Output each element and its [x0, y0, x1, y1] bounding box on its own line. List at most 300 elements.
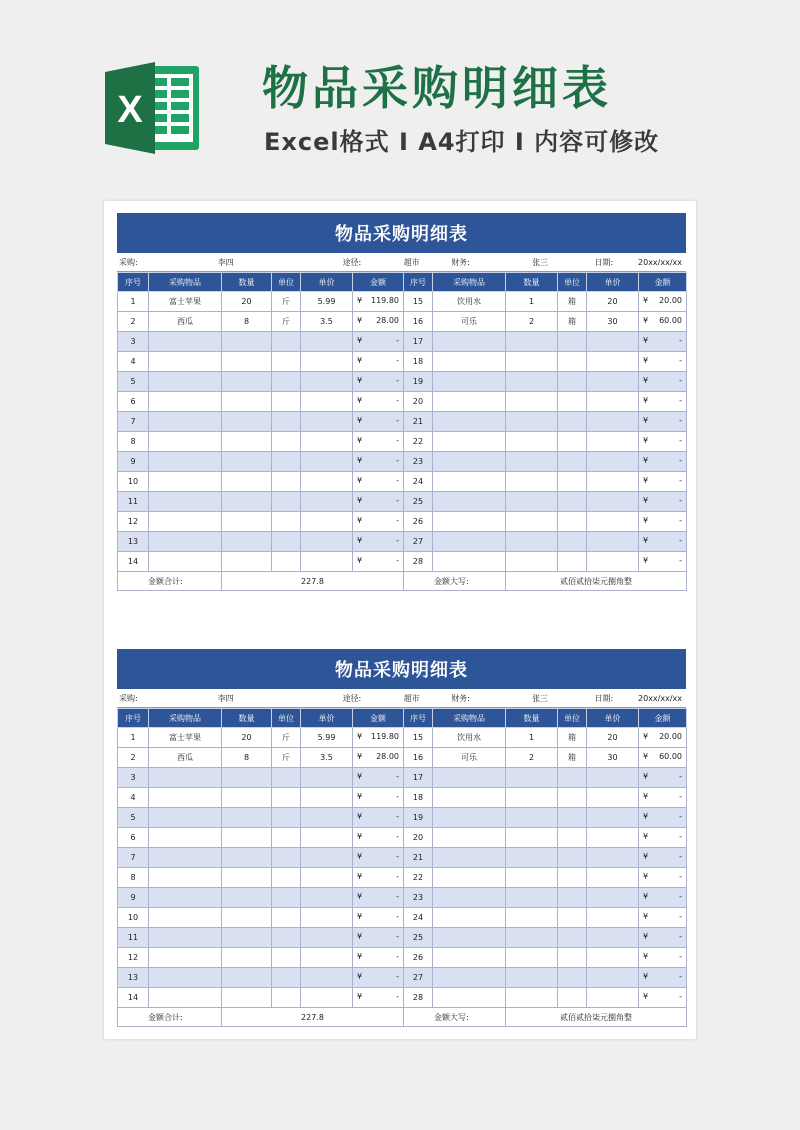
item-cell[interactable]: [149, 472, 222, 492]
amount-cell[interactable]: [639, 352, 687, 372]
amount-cell[interactable]: [639, 908, 687, 928]
row-number-cell[interactable]: 11: [118, 492, 149, 512]
quantity-cell[interactable]: [506, 532, 558, 552]
item-cell[interactable]: [433, 848, 506, 868]
price-cell[interactable]: [301, 868, 353, 888]
quantity-cell[interactable]: [506, 512, 558, 532]
item-cell[interactable]: [149, 392, 222, 412]
amount-cell[interactable]: [353, 512, 404, 532]
unit-cell[interactable]: [558, 988, 587, 1008]
price-cell[interactable]: [587, 492, 639, 512]
amount-cell[interactable]: [639, 948, 687, 968]
item-cell[interactable]: [149, 908, 222, 928]
row-number-cell[interactable]: 24: [404, 908, 433, 928]
quantity-cell[interactable]: [506, 928, 558, 948]
row-number-cell[interactable]: 19: [404, 808, 433, 828]
amount-cell[interactable]: [353, 532, 404, 552]
quantity-cell[interactable]: [222, 412, 272, 432]
quantity-cell[interactable]: [506, 808, 558, 828]
row-number-cell[interactable]: 9: [118, 452, 149, 472]
price-cell[interactable]: [301, 888, 353, 908]
row-number-cell[interactable]: 13: [118, 532, 149, 552]
unit-cell[interactable]: 斤: [272, 748, 301, 768]
amount-cell[interactable]: [639, 788, 687, 808]
quantity-cell[interactable]: [506, 788, 558, 808]
quantity-cell[interactable]: 8: [222, 748, 272, 768]
price-cell[interactable]: 3.5: [301, 312, 353, 332]
item-cell[interactable]: [149, 332, 222, 352]
price-cell[interactable]: [301, 352, 353, 372]
price-cell[interactable]: 20: [587, 292, 639, 312]
row-number-cell[interactable]: 10: [118, 908, 149, 928]
unit-cell[interactable]: 箱: [558, 292, 587, 312]
item-cell[interactable]: [433, 828, 506, 848]
unit-cell[interactable]: [558, 352, 587, 372]
row-number-cell[interactable]: 22: [404, 432, 433, 452]
item-cell[interactable]: [149, 988, 222, 1008]
unit-cell[interactable]: [558, 948, 587, 968]
item-cell[interactable]: [433, 412, 506, 432]
price-cell[interactable]: [301, 552, 353, 572]
price-cell[interactable]: [587, 332, 639, 352]
item-cell[interactable]: 可乐: [433, 748, 506, 768]
quantity-cell[interactable]: [506, 888, 558, 908]
row-number-cell[interactable]: 15: [404, 728, 433, 748]
price-cell[interactable]: [587, 392, 639, 412]
quantity-cell[interactable]: [506, 828, 558, 848]
total-value[interactable]: 227.8: [222, 572, 404, 591]
unit-cell[interactable]: [272, 332, 301, 352]
item-cell[interactable]: 可乐: [433, 312, 506, 332]
row-number-cell[interactable]: 2: [118, 312, 149, 332]
item-cell[interactable]: [433, 888, 506, 908]
price-cell[interactable]: [587, 808, 639, 828]
price-cell[interactable]: [587, 828, 639, 848]
row-number-cell[interactable]: 20: [404, 392, 433, 412]
unit-cell[interactable]: [558, 828, 587, 848]
price-cell[interactable]: [301, 432, 353, 452]
total-words-value[interactable]: 贰佰贰拾柒元捌角整: [506, 572, 687, 591]
unit-cell[interactable]: [272, 492, 301, 512]
row-number-cell[interactable]: 23: [404, 888, 433, 908]
unit-cell[interactable]: [558, 532, 587, 552]
unit-cell[interactable]: 斤: [272, 728, 301, 748]
amount-cell[interactable]: [639, 768, 687, 788]
amount-cell[interactable]: [639, 728, 687, 748]
row-number-cell[interactable]: 4: [118, 352, 149, 372]
row-number-cell[interactable]: 28: [404, 552, 433, 572]
row-number-cell[interactable]: 5: [118, 808, 149, 828]
item-cell[interactable]: [149, 412, 222, 432]
amount-cell[interactable]: [353, 848, 404, 868]
row-number-cell[interactable]: 12: [118, 948, 149, 968]
row-number-cell[interactable]: 9: [118, 888, 149, 908]
quantity-cell[interactable]: [222, 928, 272, 948]
unit-cell[interactable]: [272, 532, 301, 552]
price-cell[interactable]: [301, 808, 353, 828]
amount-cell[interactable]: [353, 392, 404, 412]
row-number-cell[interactable]: 6: [118, 828, 149, 848]
price-cell[interactable]: [301, 948, 353, 968]
unit-cell[interactable]: [558, 768, 587, 788]
price-cell[interactable]: [587, 532, 639, 552]
item-cell[interactable]: [149, 848, 222, 868]
price-cell[interactable]: 30: [587, 312, 639, 332]
amount-cell[interactable]: [639, 968, 687, 988]
price-cell[interactable]: [587, 848, 639, 868]
amount-cell[interactable]: [639, 372, 687, 392]
item-cell[interactable]: [433, 432, 506, 452]
row-number-cell[interactable]: 11: [118, 928, 149, 948]
row-number-cell[interactable]: 19: [404, 372, 433, 392]
price-cell[interactable]: [587, 768, 639, 788]
row-number-cell[interactable]: 22: [404, 868, 433, 888]
amount-cell[interactable]: [353, 312, 404, 332]
item-cell[interactable]: [433, 988, 506, 1008]
price-cell[interactable]: [301, 492, 353, 512]
amount-cell[interactable]: [353, 472, 404, 492]
quantity-cell[interactable]: [222, 432, 272, 452]
amount-cell[interactable]: [353, 412, 404, 432]
price-cell[interactable]: [587, 452, 639, 472]
price-cell[interactable]: 5.99: [301, 292, 353, 312]
amount-cell[interactable]: [353, 928, 404, 948]
unit-cell[interactable]: [558, 868, 587, 888]
unit-cell[interactable]: [558, 908, 587, 928]
price-cell[interactable]: [301, 968, 353, 988]
item-cell[interactable]: [149, 372, 222, 392]
quantity-cell[interactable]: [222, 532, 272, 552]
unit-cell[interactable]: [558, 472, 587, 492]
amount-cell[interactable]: [639, 532, 687, 552]
price-cell[interactable]: [301, 392, 353, 412]
row-number-cell[interactable]: 26: [404, 948, 433, 968]
item-cell[interactable]: [433, 768, 506, 788]
price-cell[interactable]: [587, 472, 639, 492]
price-cell[interactable]: [301, 848, 353, 868]
unit-cell[interactable]: [272, 452, 301, 472]
item-cell[interactable]: [433, 808, 506, 828]
unit-cell[interactable]: [272, 868, 301, 888]
unit-cell[interactable]: [272, 928, 301, 948]
item-cell[interactable]: [433, 332, 506, 352]
quantity-cell[interactable]: [222, 948, 272, 968]
row-number-cell[interactable]: 26: [404, 512, 433, 532]
amount-cell[interactable]: [353, 552, 404, 572]
amount-cell[interactable]: [639, 868, 687, 888]
amount-cell[interactable]: [639, 392, 687, 412]
unit-cell[interactable]: [558, 552, 587, 572]
row-number-cell[interactable]: 12: [118, 512, 149, 532]
price-cell[interactable]: [587, 908, 639, 928]
amount-cell[interactable]: [639, 472, 687, 492]
price-cell[interactable]: [301, 988, 353, 1008]
quantity-cell[interactable]: [506, 392, 558, 412]
item-cell[interactable]: [149, 968, 222, 988]
quantity-cell[interactable]: [222, 828, 272, 848]
amount-cell[interactable]: [353, 492, 404, 512]
amount-cell[interactable]: [639, 432, 687, 452]
item-cell[interactable]: [149, 432, 222, 452]
row-number-cell[interactable]: 24: [404, 472, 433, 492]
unit-cell[interactable]: 斤: [272, 292, 301, 312]
row-number-cell[interactable]: 3: [118, 332, 149, 352]
amount-cell[interactable]: [353, 968, 404, 988]
price-cell[interactable]: [301, 828, 353, 848]
price-cell[interactable]: 30: [587, 748, 639, 768]
quantity-cell[interactable]: 2: [506, 748, 558, 768]
row-number-cell[interactable]: 16: [404, 312, 433, 332]
item-cell[interactable]: [149, 532, 222, 552]
amount-cell[interactable]: [639, 888, 687, 908]
item-cell[interactable]: [433, 928, 506, 948]
item-cell[interactable]: [433, 948, 506, 968]
row-number-cell[interactable]: 13: [118, 968, 149, 988]
quantity-cell[interactable]: [222, 988, 272, 1008]
amount-cell[interactable]: [353, 292, 404, 312]
row-number-cell[interactable]: 28: [404, 988, 433, 1008]
unit-cell[interactable]: [272, 988, 301, 1008]
amount-cell[interactable]: [353, 768, 404, 788]
price-cell[interactable]: [301, 788, 353, 808]
unit-cell[interactable]: [272, 828, 301, 848]
item-cell[interactable]: [433, 512, 506, 532]
amount-cell[interactable]: [639, 848, 687, 868]
quantity-cell[interactable]: [222, 552, 272, 572]
quantity-cell[interactable]: [506, 332, 558, 352]
quantity-cell[interactable]: [506, 492, 558, 512]
price-cell[interactable]: 3.5: [301, 748, 353, 768]
item-cell[interactable]: [433, 472, 506, 492]
quantity-cell[interactable]: 8: [222, 312, 272, 332]
quantity-cell[interactable]: [506, 768, 558, 788]
price-cell[interactable]: 20: [587, 728, 639, 748]
total-words-value[interactable]: 贰佰贰拾柒元捌角整: [506, 1008, 687, 1027]
unit-cell[interactable]: [558, 848, 587, 868]
row-number-cell[interactable]: 14: [118, 552, 149, 572]
unit-cell[interactable]: [558, 968, 587, 988]
quantity-cell[interactable]: [506, 472, 558, 492]
amount-cell[interactable]: [639, 828, 687, 848]
row-number-cell[interactable]: 6: [118, 392, 149, 412]
unit-cell[interactable]: [272, 472, 301, 492]
price-cell[interactable]: [301, 412, 353, 432]
quantity-cell[interactable]: [222, 372, 272, 392]
amount-cell[interactable]: [639, 452, 687, 472]
price-cell[interactable]: [301, 532, 353, 552]
row-number-cell[interactable]: 25: [404, 928, 433, 948]
unit-cell[interactable]: [272, 432, 301, 452]
unit-cell[interactable]: [272, 968, 301, 988]
unit-cell[interactable]: [558, 512, 587, 532]
price-cell[interactable]: [301, 452, 353, 472]
row-number-cell[interactable]: 14: [118, 988, 149, 1008]
price-cell[interactable]: [587, 968, 639, 988]
amount-cell[interactable]: [639, 808, 687, 828]
row-number-cell[interactable]: 3: [118, 768, 149, 788]
unit-cell[interactable]: [272, 948, 301, 968]
amount-cell[interactable]: [639, 988, 687, 1008]
item-cell[interactable]: [433, 968, 506, 988]
row-number-cell[interactable]: 7: [118, 848, 149, 868]
item-cell[interactable]: [149, 928, 222, 948]
row-number-cell[interactable]: 8: [118, 432, 149, 452]
amount-cell[interactable]: [353, 788, 404, 808]
quantity-cell[interactable]: [222, 392, 272, 412]
amount-cell[interactable]: [353, 828, 404, 848]
quantity-cell[interactable]: [506, 908, 558, 928]
unit-cell[interactable]: [558, 492, 587, 512]
unit-cell[interactable]: 箱: [558, 748, 587, 768]
unit-cell[interactable]: 箱: [558, 312, 587, 332]
quantity-cell[interactable]: [506, 988, 558, 1008]
row-number-cell[interactable]: 2: [118, 748, 149, 768]
amount-cell[interactable]: [353, 988, 404, 1008]
amount-cell[interactable]: [353, 808, 404, 828]
unit-cell[interactable]: [272, 908, 301, 928]
amount-cell[interactable]: [353, 948, 404, 968]
price-cell[interactable]: [587, 988, 639, 1008]
item-cell[interactable]: [433, 452, 506, 472]
quantity-cell[interactable]: [222, 808, 272, 828]
amount-cell[interactable]: [353, 728, 404, 748]
unit-cell[interactable]: [272, 372, 301, 392]
item-cell[interactable]: 饮用水: [433, 292, 506, 312]
amount-cell[interactable]: [639, 552, 687, 572]
row-number-cell[interactable]: 10: [118, 472, 149, 492]
quantity-cell[interactable]: [506, 948, 558, 968]
quantity-cell[interactable]: 2: [506, 312, 558, 332]
item-cell[interactable]: 富士苹果: [149, 728, 222, 748]
row-number-cell[interactable]: 17: [404, 768, 433, 788]
unit-cell[interactable]: [272, 412, 301, 432]
quantity-cell[interactable]: [222, 968, 272, 988]
row-number-cell[interactable]: 27: [404, 968, 433, 988]
unit-cell[interactable]: [558, 452, 587, 472]
item-cell[interactable]: 富士苹果: [149, 292, 222, 312]
price-cell[interactable]: [587, 868, 639, 888]
item-cell[interactable]: [149, 492, 222, 512]
item-cell[interactable]: [433, 552, 506, 572]
quantity-cell[interactable]: [222, 452, 272, 472]
row-number-cell[interactable]: 1: [118, 292, 149, 312]
price-cell[interactable]: [301, 908, 353, 928]
quantity-cell[interactable]: [222, 768, 272, 788]
amount-cell[interactable]: [353, 432, 404, 452]
item-cell[interactable]: [149, 868, 222, 888]
amount-cell[interactable]: [639, 748, 687, 768]
price-cell[interactable]: [587, 928, 639, 948]
price-cell[interactable]: 5.99: [301, 728, 353, 748]
quantity-cell[interactable]: [222, 788, 272, 808]
quantity-cell[interactable]: [222, 908, 272, 928]
row-number-cell[interactable]: 4: [118, 788, 149, 808]
item-cell[interactable]: [149, 768, 222, 788]
price-cell[interactable]: [301, 768, 353, 788]
item-cell[interactable]: [149, 788, 222, 808]
unit-cell[interactable]: [558, 808, 587, 828]
row-number-cell[interactable]: 5: [118, 372, 149, 392]
unit-cell[interactable]: [558, 432, 587, 452]
amount-cell[interactable]: [353, 908, 404, 928]
amount-cell[interactable]: [353, 352, 404, 372]
amount-cell[interactable]: [639, 928, 687, 948]
amount-cell[interactable]: [353, 452, 404, 472]
unit-cell[interactable]: [558, 928, 587, 948]
item-cell[interactable]: [433, 392, 506, 412]
amount-cell[interactable]: [639, 292, 687, 312]
total-value[interactable]: 227.8: [222, 1008, 404, 1027]
unit-cell[interactable]: [272, 808, 301, 828]
quantity-cell[interactable]: 1: [506, 728, 558, 748]
row-number-cell[interactable]: 21: [404, 848, 433, 868]
unit-cell[interactable]: 箱: [558, 728, 587, 748]
quantity-cell[interactable]: 1: [506, 292, 558, 312]
item-cell[interactable]: [149, 552, 222, 572]
quantity-cell[interactable]: [222, 868, 272, 888]
quantity-cell[interactable]: [222, 472, 272, 492]
item-cell[interactable]: [433, 492, 506, 512]
price-cell[interactable]: [587, 888, 639, 908]
unit-cell[interactable]: [558, 412, 587, 432]
row-number-cell[interactable]: 18: [404, 788, 433, 808]
quantity-cell[interactable]: [506, 372, 558, 392]
quantity-cell[interactable]: [506, 968, 558, 988]
unit-cell[interactable]: [272, 392, 301, 412]
unit-cell[interactable]: [272, 352, 301, 372]
row-number-cell[interactable]: 27: [404, 532, 433, 552]
amount-cell[interactable]: [353, 888, 404, 908]
item-cell[interactable]: [433, 532, 506, 552]
price-cell[interactable]: [587, 788, 639, 808]
quantity-cell[interactable]: [506, 432, 558, 452]
quantity-cell[interactable]: [222, 848, 272, 868]
unit-cell[interactable]: 斤: [272, 312, 301, 332]
item-cell[interactable]: [433, 868, 506, 888]
price-cell[interactable]: [301, 332, 353, 352]
item-cell[interactable]: [149, 888, 222, 908]
item-cell[interactable]: [433, 908, 506, 928]
amount-cell[interactable]: [639, 492, 687, 512]
row-number-cell[interactable]: 8: [118, 868, 149, 888]
amount-cell[interactable]: [353, 332, 404, 352]
quantity-cell[interactable]: [222, 332, 272, 352]
price-cell[interactable]: [301, 928, 353, 948]
quantity-cell[interactable]: 20: [222, 292, 272, 312]
unit-cell[interactable]: [272, 888, 301, 908]
quantity-cell[interactable]: [222, 352, 272, 372]
price-cell[interactable]: [301, 472, 353, 492]
item-cell[interactable]: [433, 372, 506, 392]
amount-cell[interactable]: [639, 332, 687, 352]
item-cell[interactable]: [433, 352, 506, 372]
quantity-cell[interactable]: [506, 848, 558, 868]
item-cell[interactable]: [149, 828, 222, 848]
row-number-cell[interactable]: 20: [404, 828, 433, 848]
price-cell[interactable]: [587, 512, 639, 532]
price-cell[interactable]: [587, 372, 639, 392]
amount-cell[interactable]: [353, 372, 404, 392]
row-number-cell[interactable]: 16: [404, 748, 433, 768]
item-cell[interactable]: [149, 808, 222, 828]
quantity-cell[interactable]: [506, 412, 558, 432]
quantity-cell[interactable]: [506, 352, 558, 372]
unit-cell[interactable]: [558, 332, 587, 352]
quantity-cell[interactable]: [506, 452, 558, 472]
item-cell[interactable]: [149, 948, 222, 968]
item-cell[interactable]: 西瓜: [149, 312, 222, 332]
unit-cell[interactable]: [558, 788, 587, 808]
